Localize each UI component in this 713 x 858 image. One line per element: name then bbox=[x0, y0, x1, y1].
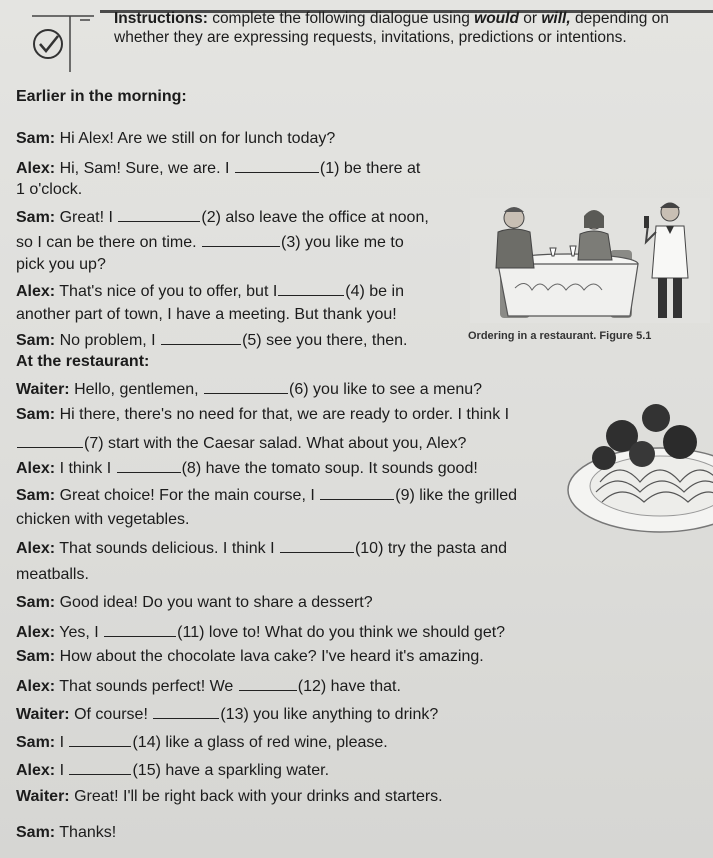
dialogue-line: Alex: I think I (8) have the tomato soup. It sounds good! bbox=[16, 460, 478, 477]
dialogue-line: Sam: Thanks! bbox=[16, 824, 117, 841]
keyword-would: would bbox=[474, 10, 519, 27]
answer-blank-11[interactable] bbox=[104, 622, 176, 637]
dialogue-line: (7) start with the Caesar salad. What about you, Alex? bbox=[16, 433, 466, 453]
dialogue-line: Alex: That sounds delicious. I think I (10) try the pasta and bbox=[16, 540, 508, 557]
dialogue-line: Sam: I (14) like a glass of red wine, please. bbox=[16, 734, 388, 751]
dialogue-line: Waiter: Great! I'll be right back with your drinks and starters. bbox=[16, 788, 443, 805]
instructions-text-end: depending on bbox=[574, 10, 669, 27]
dialogue-line: another part of town, I have a meeting. But thank you! bbox=[16, 306, 397, 323]
dialogue-line: Sam: Hi Alex! Are we still on for lunch today? bbox=[16, 130, 336, 147]
dialogue-line: Alex: That sounds perfect! We (12) have that. bbox=[16, 678, 401, 695]
dialogue-line: Alex: I (15) have a sparkling water. bbox=[16, 762, 330, 779]
keyword-will: will, bbox=[541, 10, 571, 27]
answer-blank-5[interactable] bbox=[161, 330, 241, 345]
dialogue-line: meatballs. bbox=[16, 566, 89, 583]
dialogue-line: Sam: Great choice! For the main course, I (9) like the grilled bbox=[16, 487, 518, 504]
instructions-text: complete the following dialogue using bbox=[212, 10, 470, 27]
answer-blank-2[interactable] bbox=[118, 207, 200, 222]
answer-blank-6[interactable] bbox=[204, 379, 288, 394]
answer-blank-12[interactable] bbox=[239, 676, 297, 691]
dialogue-line: Alex: That's nice of you to offer, but I (4) be in bbox=[16, 283, 404, 300]
restaurant-illustration bbox=[470, 198, 710, 323]
dialogue-line: Sam: No problem, I (5) see you there, then. bbox=[16, 332, 408, 349]
answer-blank-1[interactable] bbox=[235, 158, 319, 173]
section-heading-restaurant: At the restaurant: bbox=[16, 353, 150, 370]
dialogue-line: Sam: How about the chocolate lava cake? I've heard it's amazing. bbox=[16, 648, 484, 665]
answer-blank-4[interactable] bbox=[278, 281, 344, 296]
instructions bbox=[114, 9, 704, 47]
dialogue-line: so I can be there on time. (3) you like me to bbox=[16, 234, 404, 251]
section-heading-morning: Earlier in the morning: bbox=[16, 88, 187, 105]
answer-blank-14[interactable] bbox=[69, 732, 131, 747]
answer-blank-15[interactable] bbox=[69, 760, 131, 775]
answer-blank-13[interactable] bbox=[153, 704, 219, 719]
instructions-or: or bbox=[523, 10, 538, 27]
answer-blank-3[interactable] bbox=[202, 232, 280, 247]
instructions-text-line2: whether they are expressing requests, invitations, predictions or intentions. bbox=[114, 29, 627, 46]
dialogue-line: Sam: Good idea! Do you want to share a dessert? bbox=[16, 594, 373, 611]
dialogue-line: Sam: Great! I (2) also leave the office at noon, bbox=[16, 209, 429, 226]
dialogue-line: 1 o'clock. bbox=[16, 181, 83, 198]
dialogue-line: Sam: Hi there, there's no need for that, we are ready to order. I think I bbox=[16, 406, 510, 423]
answer-blank-10[interactable] bbox=[280, 538, 354, 553]
answer-blank-7[interactable] bbox=[17, 433, 83, 448]
dialogue-line: pick you up? bbox=[16, 256, 106, 273]
dialogue-line: Waiter: Of course! (13) you like anything to drink? bbox=[16, 706, 439, 723]
dialogue-line: Alex: Hi, Sam! Sure, we are. I (1) be there at bbox=[16, 160, 421, 177]
checkmark-circle-icon bbox=[28, 14, 96, 74]
dialogue-line: chicken with vegetables. bbox=[16, 511, 190, 528]
dialogue-line: Waiter: Hello, gentlemen, (6) you like to see a menu? bbox=[16, 381, 483, 398]
spaghetti-meatballs-illustration bbox=[560, 398, 713, 538]
answer-blank-9[interactable] bbox=[320, 485, 394, 500]
instructions-label: Instructions: bbox=[114, 10, 208, 27]
dialogue-line: Alex: Yes, I (11) love to! What do you think we should get? bbox=[16, 624, 506, 641]
figure-caption: Ordering in a restaurant. Figure 5.1 bbox=[468, 330, 652, 342]
answer-blank-8[interactable] bbox=[117, 458, 181, 473]
